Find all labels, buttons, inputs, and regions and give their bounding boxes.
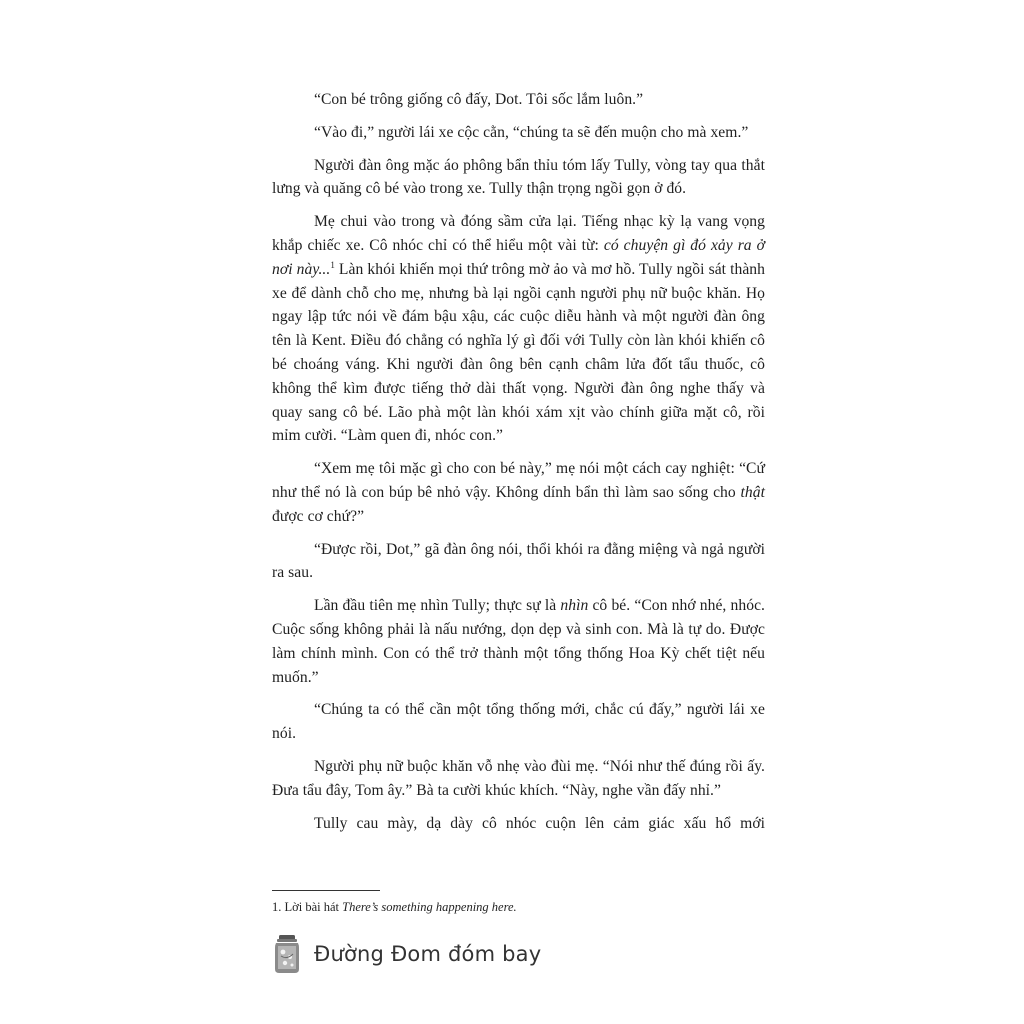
text-run: Mẹ chui vào trong và đóng sầm cửa lại. Tiếng nhạc kỳ lạ vang vọng khắp chiếc xe. Cô nhóc chỉ có thể hiểu một vài từ: (272, 213, 765, 254)
footnote-song-title: There’s something happening here. (342, 900, 517, 914)
paragraph (272, 538, 765, 586)
paragraph (272, 210, 765, 448)
paragraph (272, 812, 765, 836)
text-run: Người đàn ông mặc áo phông bẩn thỉu tóm lấy Tully, vòng tay qua thắt lưng và quăng cô bé vào trong xe. Tully thận trọng ngồi gọn ở đó. (272, 156, 765, 198)
italic-text: thật (740, 483, 765, 501)
paragraph (272, 121, 765, 145)
text-run: Làn khói khiến mọi thứ trông mờ ảo và mơ hồ. Tully ngồi sát thành xe để dành chỗ cho mẹ, nhưng bà lại ngồi cạnh người phụ nữ buộc khăn. Họ ngay lập tức nói về đám bậu xậu, các cuộc diễu hành và một người đàn ông tên là Kent. Điều đó chẳng có nghĩa lý gì đối với Tully còn làn khói khiến cô bé choáng váng. Khi người đàn ông bên cạnh châm lửa đốt tẩu thuốc, cô không thể kìm được tiếng thở dài thất vọng. Người đàn ông nghe thấy và quay sang cô bé. Lão phà một làn khói xám xịt vào chính giữa mặt cô, rồi mỉm cười. “Làm quen đi, nhóc con.” (272, 260, 765, 445)
footnote-number: 1. Lời bài hát (272, 900, 343, 914)
paragraph (272, 755, 765, 803)
text-run: “Vào đi,” người lái xe cộc cằn, “chúng ta sẽ đến muộn cho mà xem.” (314, 123, 749, 141)
text-run: “Con bé trông giống cô đấy, Dot. Tôi sốc lắm luôn.” (314, 91, 644, 108)
paragraph (272, 88, 765, 112)
text-run: được cơ chứ?” (272, 507, 365, 525)
paragraph (272, 154, 765, 202)
footnote-divider (272, 890, 380, 891)
text-run: cô bé. “Con nhớ nhé, nhóc. Cuộc sống không phải là nấu nướng, dọn dẹp và sinh con. Mà là tự do. Được làm chính mình. Con có thể trở thành một tổng thống Hoa Kỳ chết tiệt nếu muốn.” (272, 597, 765, 686)
book-title: Đường Đom đóm bay (314, 942, 542, 966)
footnote-marker: 1 (330, 259, 335, 270)
page-text (272, 88, 765, 835)
text-run: “Được rồi, Dot,” gã đàn ông nói, thổi khói ra đằng miệng và ngả người ra sau. (272, 540, 765, 582)
text-run: “Chúng ta có thể cần một tổng thống mới, chắc cú đấy,” người lái xe nói. (272, 701, 765, 743)
text-run: Tully cau mày, dạ dày cô nhóc cuộn lên cảm giác xấu hổ mới (314, 814, 765, 832)
text-run: Người phụ nữ buộc khăn vỗ nhẹ vào đùi mẹ. “Nói như thế đúng rồi ấy. Đưa tẩu đây, Tom ây.” Bà ta cười khúc khích. “Này, nghe vần đấy nhỉ.” (272, 757, 765, 799)
page-footer (272, 934, 541, 974)
text-run: Lần đầu tiên mẹ nhìn Tully; thực sự là (314, 597, 561, 615)
paragraph (272, 457, 765, 528)
text-run: “Xem mẹ tôi mặc gì cho con bé này,” mẹ nói một cách cay nghiệt: “Cứ như thể nó là con búp bê nhỏ vậy. Không dính bẩn thì làm sao sống cho (272, 460, 765, 501)
footnote (272, 898, 517, 916)
italic-text: có chuyện gì đó xảy ra ở nơi này... (272, 236, 765, 278)
italic-text: nhìn (560, 597, 589, 615)
firefly-jar-icon (272, 934, 302, 974)
paragraph (272, 594, 765, 689)
paragraph (272, 698, 765, 746)
